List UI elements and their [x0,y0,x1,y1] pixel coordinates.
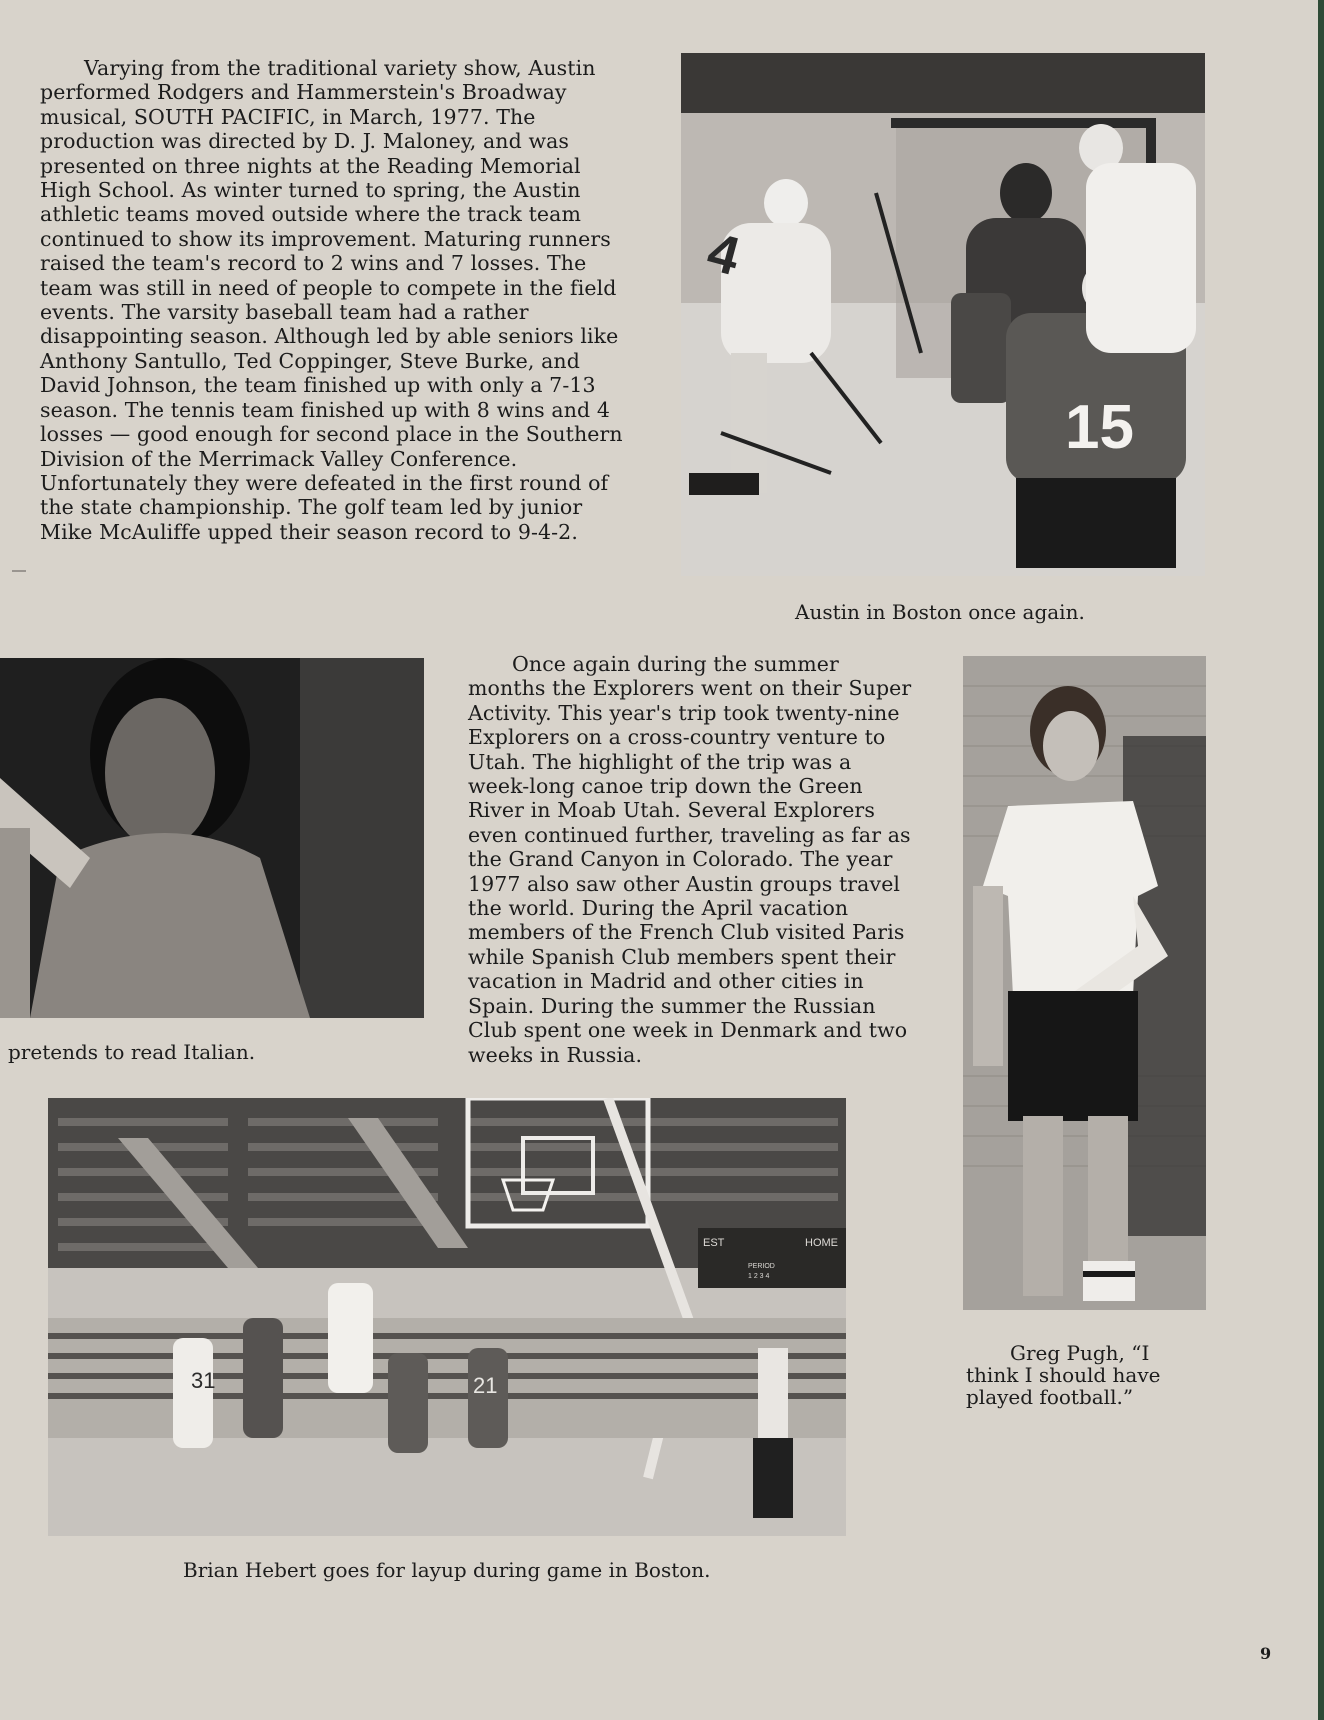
scoreboard-home-label: HOME [805,1237,838,1249]
basketball-photo [48,1098,846,1536]
article-paragraph-2 [468,652,918,1067]
article-paragraph-2-text: Once again during the summer months the Explorers went on their Super Activity. This year's trip took twenty-nine Explorers on a cross-country venture to Utah. The highlight of the trip was a week-long canoe trip down the Green River in Moab Utah. Several Explorers even continued further, traveling as far as the Grand Canyon in Colorado. The year 1977 also saw other Austin groups travel the world. During the April vacation members of the French Club visited Paris while Spanish Club members spent their vacation in Madrid and other cities in Spain. During the summer the Russian Club spent one week in Denmark and two weeks in Russia. [468,652,912,1067]
reader-caption: pretends to read Italian. [8,1040,256,1064]
scoreboard-period-label: PERIOD [748,1263,775,1270]
scoreboard-period-digits: 1 2 3 4 [748,1273,770,1280]
article-paragraph-1-text: Varying from the traditional variety show, Austin performed Rodgers and Hammerstein's Broadway musical, SOUTH PACIFIC, in March, 1977. The production was directed by D. J. Maloney, and was presented on three nights at the Reading Memorial High School. As winter turned to spring, the Austin athletic teams moved outside where the track team continued to show its improvement. Maturing runners raised the team's record to 2 wins and 7 losses. The team was still in need of people to compete in the field events. The varsity baseball team had a rather disappointing season. Although led by able seniors like Anthony Santullo, Ted Coppinger, Steve Burke, and David Johnson, the team finished up with only a 7-13 season. The tennis team finished up with 8 wins and 4 losses — good enough for second place in the Southern Division of the Merrimack Valley Conference. Unfortunately they were defeated in the first round of the state championship. The golf team led by junior Mike McAuliffe upped their season record to 9-4-2. [40,56,623,544]
binding-edge [1318,0,1324,1720]
hockey-jersey-15: 15 [1065,393,1134,462]
hockey-jersey-4: 4 [701,221,746,288]
margin-mark [12,570,26,572]
hockey-caption: Austin in Boston once again. [795,600,1085,624]
reader-photo [0,658,424,1018]
greg-pugh-photo [963,656,1206,1310]
basketball-jersey-31: 31 [191,1368,216,1393]
basketball-caption: Brian Hebert goes for layup during game in Boston. [183,1558,711,1582]
page-number: 9 [1260,1644,1272,1663]
greg-pugh-caption: Greg Pugh, “I think I should have played football.” [966,1341,1161,1409]
scoreboard-guest-label: EST [703,1237,725,1249]
hockey-photo [681,53,1205,576]
basketball-jersey-21: 21 [473,1373,498,1398]
article-paragraph-1 [40,56,626,544]
